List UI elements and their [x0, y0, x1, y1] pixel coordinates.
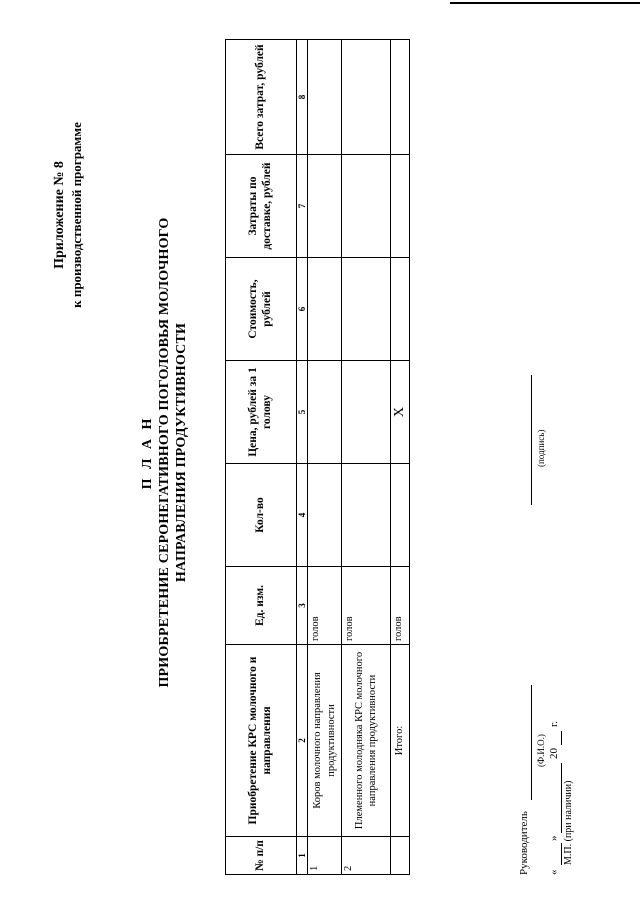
- fio-line: [531, 685, 532, 800]
- date-quote-open: «: [548, 869, 560, 875]
- signature-line: [531, 375, 532, 505]
- column-number: 4: [297, 464, 308, 567]
- row-total: [308, 40, 342, 155]
- date-year-line: [561, 731, 562, 745]
- plan-title: П Л А Н: [140, 415, 155, 490]
- total-all: [391, 40, 410, 155]
- total-num: [391, 837, 410, 875]
- column-number: 2: [297, 645, 308, 837]
- header-delivery: Затраты по доставке, рублей: [226, 155, 297, 258]
- column-number: 3: [297, 567, 308, 645]
- table-row: [308, 40, 342, 875]
- plan-table: [225, 39, 410, 875]
- date-month-line: [561, 763, 562, 833]
- date-year-suffix: г.: [548, 720, 560, 727]
- header-quantity: Кол-во: [226, 464, 297, 567]
- row-cost: [342, 258, 391, 361]
- row-unit: голов: [308, 567, 342, 645]
- plan-subtitle-line2: НАПРАВЛЕНИЯ ПРОДУКТИВНОСТИ: [174, 322, 189, 583]
- total-label: Итого:: [391, 645, 410, 837]
- header-unit: Ед. изм.: [226, 567, 297, 645]
- appendix-number: Приложение № 8: [52, 161, 67, 269]
- row-name: Племенного молодняка КРС молочного направления продуктивности: [342, 645, 391, 837]
- row-price: [342, 361, 391, 464]
- date-year-prefix: 20: [548, 748, 560, 759]
- column-number: 8: [297, 40, 308, 155]
- column-number: 1: [297, 837, 308, 875]
- date-quote-close: »: [548, 835, 560, 841]
- total-cost: [391, 258, 410, 361]
- signature-caption: (подпись): [536, 429, 546, 467]
- table-header-row: [226, 40, 297, 875]
- head-label: Руководитель: [518, 811, 530, 875]
- row-total: [342, 40, 391, 155]
- appendix-subtitle: к производственной программе: [69, 122, 84, 308]
- header-total: Всего затрат, рублей: [226, 40, 297, 155]
- header-cost: Стоимость, рублей: [226, 258, 297, 361]
- column-number: 7: [297, 155, 308, 258]
- row-delivery: [342, 155, 391, 258]
- header-purchase: Приобретение КРС молочного и направления: [226, 645, 297, 837]
- fio-caption: (Ф.И.О.): [536, 734, 546, 767]
- total-row: [391, 40, 410, 875]
- date-day-line: [561, 843, 562, 865]
- total-price-mark: Х: [391, 361, 410, 464]
- plan-subtitle-line1: ПРИОБРЕТЕНИЕ СЕРОНЕГАТИВНОГО ПОГОЛОВЬЯ МОЛОЧНОГО: [157, 217, 172, 688]
- row-unit: голов: [342, 567, 391, 645]
- header-num: № п/п: [226, 837, 297, 875]
- total-quantity: [391, 464, 410, 567]
- row-delivery: [308, 155, 342, 258]
- row-name: Коров молочного направления продуктивности: [308, 645, 342, 837]
- row-price: [308, 361, 342, 464]
- row-number: 2: [342, 837, 391, 875]
- row-quantity: [308, 464, 342, 567]
- column-number: 6: [297, 258, 308, 361]
- total-delivery: [391, 155, 410, 258]
- table-row: [342, 40, 391, 875]
- row-quantity: [342, 464, 391, 567]
- column-number-row: [297, 40, 308, 875]
- row-cost: [308, 258, 342, 361]
- total-unit: голов: [391, 567, 410, 645]
- row-number: 1: [308, 837, 342, 875]
- stamp-label: М.П. (при наличии): [563, 780, 574, 865]
- column-number: 5: [297, 361, 308, 464]
- header-price: Цена, рублей за 1 голову: [226, 361, 297, 464]
